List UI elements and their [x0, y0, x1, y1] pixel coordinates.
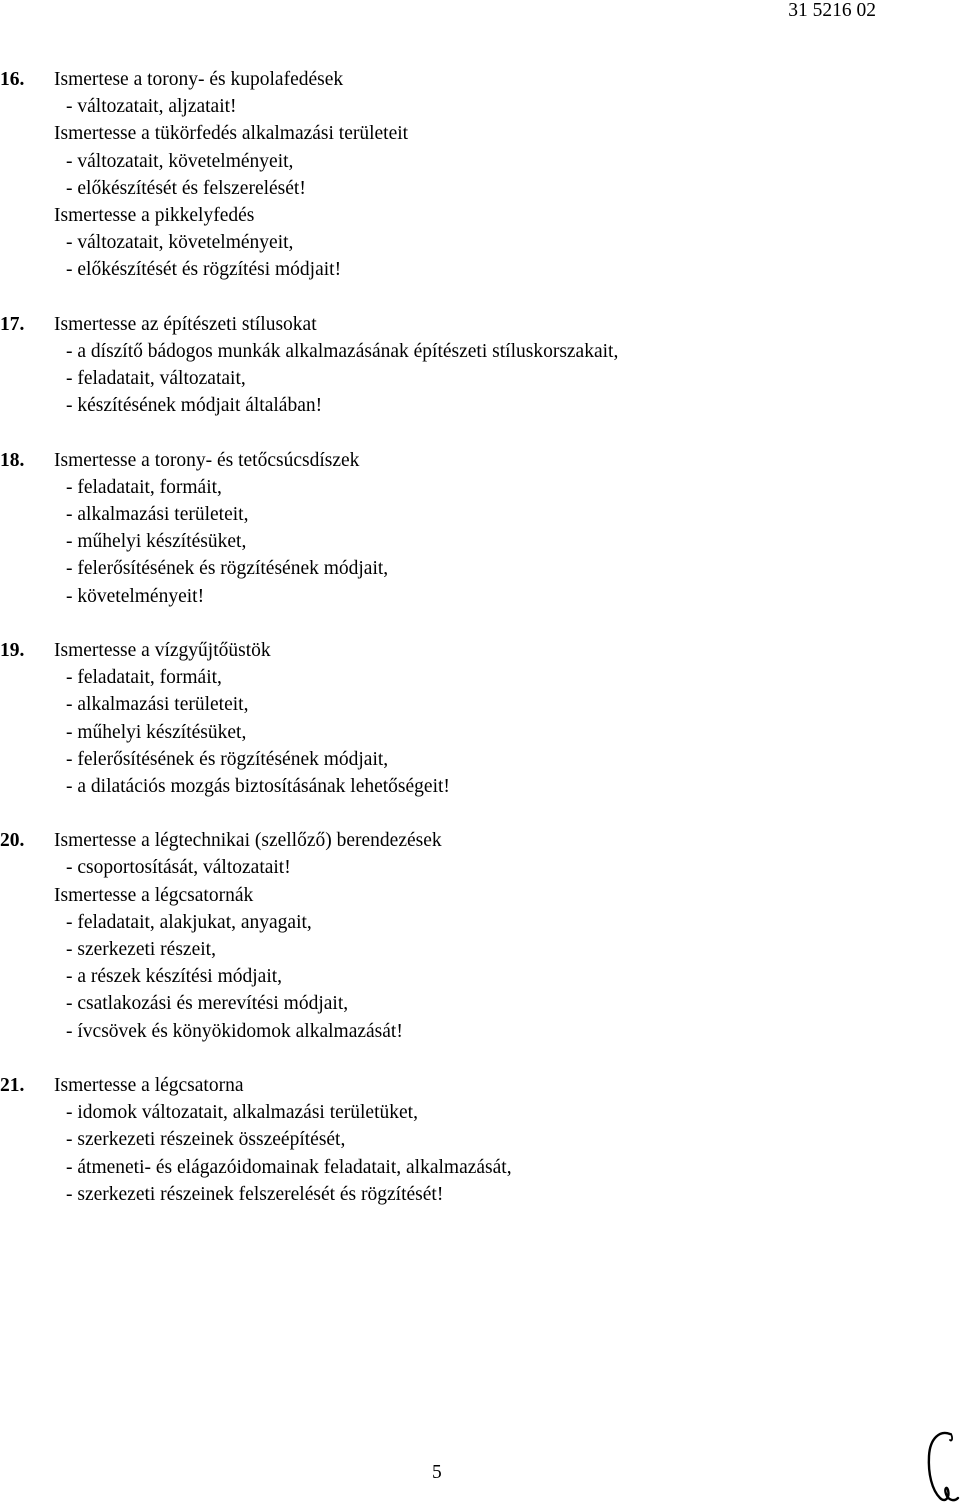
topic-section [0, 311, 930, 420]
topic-subitem-line [0, 1181, 930, 1208]
topic-text: Ismertesse a vízgyűjtőüstök [54, 639, 271, 661]
topic-text-line [0, 120, 930, 147]
topic-section [0, 827, 930, 1045]
topic-subitem: - alkalmazási területeit, [66, 504, 249, 525]
topic-section [0, 1072, 930, 1208]
topic-subitem: - feladatait, alakjukat, anyagait, [66, 911, 312, 933]
topic-subitem: - előkészítését és felszerelését! [66, 177, 306, 199]
topic-subitem-line [0, 555, 930, 582]
topic-text: Ismertesse a légtechnikai (szellőző) berendezések [54, 830, 442, 852]
topic-subitem: - változatait, aljzatait! [66, 96, 237, 118]
topic-text: Ismertesse az építészeti stílusokat [54, 313, 317, 335]
topic-text: Ismertesse a pikkelyfedés [54, 204, 255, 226]
topic-subitem-line [0, 148, 930, 175]
topic-subitem: - idomok változatait, alkalmazási területüket, [66, 1102, 418, 1124]
topic-number: 16. [0, 69, 25, 90]
topic-subitem-line [0, 936, 930, 963]
topic-subitem: - alkalmazási területeit, [66, 694, 249, 716]
topic-subitem-line [0, 229, 930, 256]
topic-subitem: - feladatait, formáit, [66, 476, 222, 498]
section-spacer [0, 284, 930, 311]
topic-subitem: - követelményeit! [66, 585, 205, 607]
document-code: 31 5216 02 [788, 0, 876, 21]
topic-subitem: - ívcsövek és könyökidomok alkalmazását! [66, 1020, 403, 1042]
topic-subitem-line [0, 963, 930, 990]
topic-subitem-line [0, 93, 930, 120]
topic-subitem-line [0, 691, 930, 718]
section-spacer [0, 800, 930, 827]
topic-subitem: - feladatait, formáit, [66, 667, 222, 689]
topic-subitem: - műhelyi készítésüket, [66, 721, 247, 743]
section-spacer [0, 419, 930, 446]
topic-subitem-line [0, 1126, 930, 1153]
handwritten-signature [920, 1428, 960, 1506]
topic-subitem-line [0, 1018, 930, 1045]
topic-heading-line [0, 1072, 930, 1099]
topic-text: Ismertesse a légcsatorna [54, 1074, 244, 1096]
topic-heading-line [0, 311, 930, 338]
topic-subitem-line [0, 392, 930, 419]
topic-subitem: - szerkezeti részeinek összeépítését, [66, 1129, 346, 1151]
topic-subitem-line [0, 175, 930, 202]
topic-subitem-line [0, 990, 930, 1017]
topic-text-line [0, 882, 930, 909]
topic-subitem: - készítésének módjait általában! [66, 395, 323, 417]
topic-number: 17. [0, 313, 25, 335]
topic-subitem-line [0, 854, 930, 881]
topic-subitem: - szerkezeti részeinek felszerelését és rögzítését! [66, 1183, 444, 1205]
topic-heading-line [0, 637, 930, 664]
topic-number: 19. [0, 639, 25, 661]
topic-subitem-line [0, 746, 930, 773]
topic-subitem: - felerősítésének és rögzítésének módjait, [66, 748, 389, 770]
topic-subitem-line [0, 583, 930, 610]
topic-heading-line [0, 66, 930, 93]
topic-number: 21. [0, 1074, 25, 1096]
topic-heading-line [0, 827, 930, 854]
topic-subitem-line [0, 528, 930, 555]
section-spacer [0, 1045, 930, 1072]
topic-section [0, 447, 930, 610]
exam-topics-list [0, 66, 930, 1208]
topic-subitem: - változatait, követelményeit, [66, 232, 294, 254]
topic-subitem: - előkészítését és rögzítési módjait! [66, 259, 342, 281]
topic-subitem-line [0, 474, 930, 501]
topic-section [0, 637, 930, 800]
topic-subitem: - feladatait, változatait, [66, 368, 246, 390]
topic-subitem-line [0, 773, 930, 800]
topic-subitem: - változatait, követelményeit, [66, 150, 294, 172]
topic-subitem-line [0, 256, 930, 283]
topic-subitem: - csoportosítását, változatait! [66, 857, 291, 879]
topic-subitem-line [0, 338, 930, 365]
topic-subitem-line [0, 719, 930, 746]
page-number: 5 [432, 1462, 442, 1483]
topic-subitem-line [0, 501, 930, 528]
topic-subitem: - szerkezeti részeit, [66, 939, 216, 960]
topic-subitem: - átmeneti- és elágazóidomainak feladatait, alkalmazását, [66, 1156, 512, 1178]
topic-subitem: - csatlakozási és merevítési módjait, [66, 993, 349, 1015]
topic-subitem: - műhelyi készítésüket, [66, 531, 247, 553]
topic-text: Ismertesse a légcsatornák [54, 884, 254, 906]
topic-subitem-line [0, 1099, 930, 1126]
topic-number: 20. [0, 830, 25, 852]
topic-subitem-line [0, 1154, 930, 1181]
topic-subitem: - a részek készítési módjait, [66, 966, 283, 988]
topic-subitem: - felerősítésének és rögzítésének módjait, [66, 558, 389, 580]
topic-text: Ismertesse a tükörfedés alkalmazási területeit [54, 123, 409, 145]
topic-section [0, 66, 930, 284]
topic-number: 18. [0, 449, 25, 471]
topic-text: Ismertese a torony- és kupolafedések [54, 69, 344, 90]
topic-subitem-line [0, 909, 930, 936]
topic-subitem-line [0, 365, 930, 392]
topic-subitem: - a dilatációs mozgás biztosításának lehetőségeit! [66, 775, 450, 797]
topic-heading-line [0, 447, 930, 474]
topic-subitem: - a díszítő bádogos munkák alkalmazásának építészeti stíluskorszakait, [66, 340, 619, 362]
topic-subitem-line [0, 664, 930, 691]
topic-text-line [0, 202, 930, 229]
topic-text: Ismertesse a torony- és tetőcsúcsdíszek [54, 449, 360, 471]
section-spacer [0, 610, 930, 637]
